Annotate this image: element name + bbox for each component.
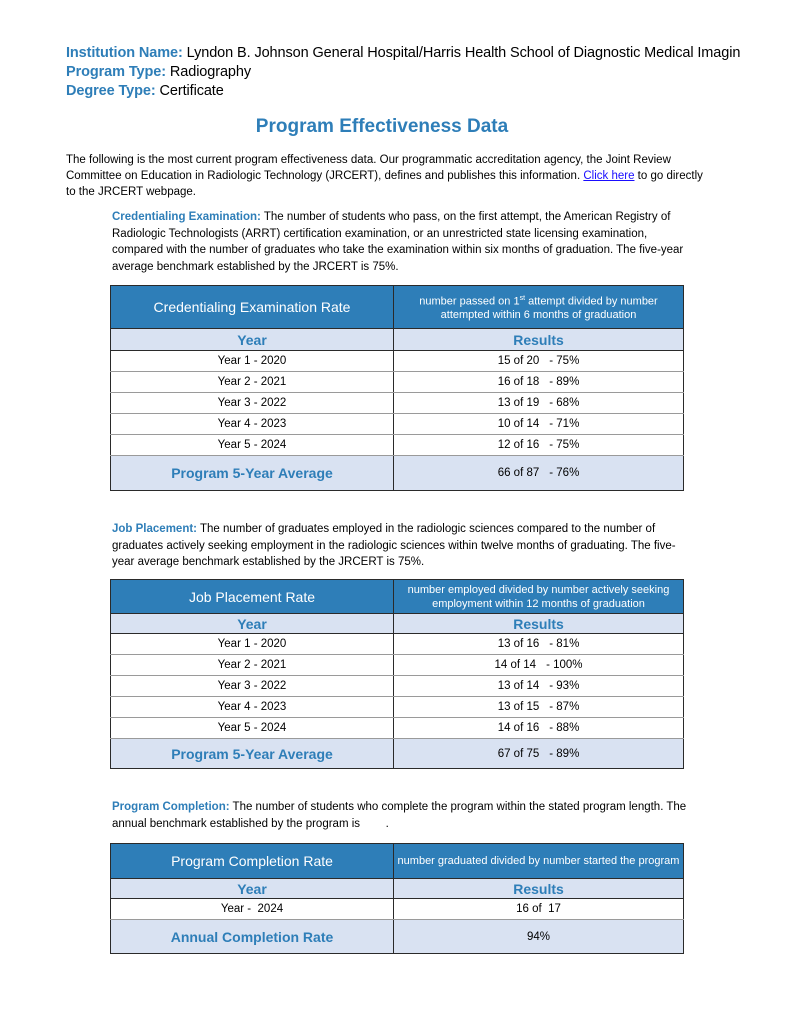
degree-type-label: Degree Type: — [66, 83, 156, 99]
intro-text-after: to go directly to the JRCERT webpage. — [66, 170, 703, 198]
year-cell: Year 1 - 2020 — [111, 634, 394, 655]
completion-rate-label: Annual Completion Rate — [111, 920, 394, 954]
year-cell: Year 5 - 2024 — [111, 718, 394, 739]
average-label: Program 5-Year Average — [111, 456, 394, 491]
program-type-label: Program Type: — [66, 64, 166, 80]
table-row — [111, 372, 684, 393]
result-cell: 13 of 14 - 93% — [394, 676, 684, 697]
year-cell: Year 3 - 2022 — [111, 393, 394, 414]
table-formula: number graduated divided by number started the program — [394, 844, 684, 879]
average-value: 66 of 87 - 76% — [394, 456, 684, 491]
table-formula: number employed divided by number actively seeking employment within 12 months of graduation — [394, 580, 684, 614]
table-header-row — [111, 580, 684, 614]
year-cell: Year 2 - 2021 — [111, 372, 394, 393]
year-cell: Year 2 - 2021 — [111, 655, 394, 676]
table-title: Credentialing Examination Rate — [111, 286, 394, 329]
completion-text: The number of students who complete the program within the stated program length. The annual benchmark established by the program is . — [112, 801, 690, 830]
job-placement-label: Job Placement: — [112, 523, 197, 535]
average-value: 67 of 75 - 89% — [394, 739, 684, 769]
completion-table — [110, 843, 684, 954]
degree-type-line — [66, 82, 786, 101]
result-cell: 12 of 16 - 75% — [394, 435, 684, 456]
result-cell: 14 of 16 - 88% — [394, 718, 684, 739]
intro-paragraph — [66, 152, 706, 200]
table-row — [111, 899, 684, 920]
column-header-row — [111, 879, 684, 899]
table-row — [111, 634, 684, 655]
col-year-header: Year — [111, 329, 394, 351]
table-row — [111, 655, 684, 676]
program-info-header — [66, 44, 786, 101]
jrcert-link[interactable]: Click here — [583, 170, 635, 182]
result-cell: 15 of 20 - 75% — [394, 351, 684, 372]
table-row — [111, 393, 684, 414]
job-placement-description — [112, 521, 687, 571]
result-cell: 16 of 17 — [394, 899, 684, 920]
table-row — [111, 718, 684, 739]
table-row — [111, 697, 684, 718]
program-type-line — [66, 63, 786, 82]
table-header-row — [111, 286, 684, 329]
job-placement-table — [110, 579, 684, 769]
average-row — [111, 456, 684, 491]
completion-label: Program Completion: — [112, 801, 230, 813]
completion-rate-value: 94% — [394, 920, 684, 954]
intro-text: The following is the most current program effectiveness data. Our programmatic accreditation agency, the Joint Review Committee on Education in Radiologic Technology (JRCERT), defines and publishes this information. — [66, 154, 671, 182]
result-cell: 16 of 18 - 89% — [394, 372, 684, 393]
column-header-row — [111, 614, 684, 634]
degree-type-value: Certificate — [159, 83, 224, 99]
col-results-header: Results — [394, 879, 684, 899]
job-placement-text: The number of graduates employed in the radiologic sciences compared to the number of graduates actively seeking employment in the radiologic sciences within twelve months of graduating. The five-year average benchmark established by the JRCERT is 75%. — [112, 523, 676, 568]
completion-description — [112, 799, 690, 832]
year-cell: Year 1 - 2020 — [111, 351, 394, 372]
year-cell: Year 4 - 2023 — [111, 697, 394, 718]
completion-rate-row — [111, 920, 684, 954]
year-cell: Year 3 - 2022 — [111, 676, 394, 697]
credentialing-label: Credentialing Examination: — [112, 211, 261, 223]
table-row — [111, 351, 684, 372]
col-results-header: Results — [394, 614, 684, 634]
col-year-header: Year — [111, 614, 394, 634]
average-label: Program 5-Year Average — [111, 739, 394, 769]
table-title: Program Completion Rate — [111, 844, 394, 879]
institution-line — [66, 44, 786, 63]
result-cell: 13 of 16 - 81% — [394, 634, 684, 655]
table-header-row — [111, 844, 684, 879]
table-row — [111, 435, 684, 456]
result-cell: 10 of 14 - 71% — [394, 414, 684, 435]
result-cell: 14 of 14 - 100% — [394, 655, 684, 676]
credentialing-text: The number of students who pass, on the first attempt, the American Registry of Radiologic Technologists (ARRT) certification examination, or an unrestricted state licensing examination, compared with the number of graduates who take the examination within six months of graduation. The five-year average benchmark established by the JRCERT is 75%. — [112, 211, 684, 273]
col-year-header: Year — [111, 879, 394, 899]
column-header-row — [111, 329, 684, 351]
result-cell: 13 of 15 - 87% — [394, 697, 684, 718]
institution-value: Lyndon B. Johnson General Hospital/Harris Health School of Diagnostic Medical Imagin — [186, 45, 741, 61]
table-row — [111, 414, 684, 435]
institution-label: Institution Name: — [66, 45, 183, 61]
table-formula: number passed on 1st attempt divided by number attempted within 6 months of graduation — [394, 286, 684, 329]
credentialing-description — [112, 209, 687, 275]
average-row — [111, 739, 684, 769]
page-title: Program Effectiveness Data — [255, 116, 509, 137]
col-results-header: Results — [394, 329, 684, 351]
table-title: Job Placement Rate — [111, 580, 394, 614]
result-cell: 13 of 19 - 68% — [394, 393, 684, 414]
year-cell: Year 5 - 2024 — [111, 435, 394, 456]
year-cell: Year - 2024 — [111, 899, 394, 920]
table-row — [111, 676, 684, 697]
year-cell: Year 4 - 2023 — [111, 414, 394, 435]
program-type-value: Radiography — [169, 64, 252, 80]
credentialing-table — [110, 285, 684, 491]
